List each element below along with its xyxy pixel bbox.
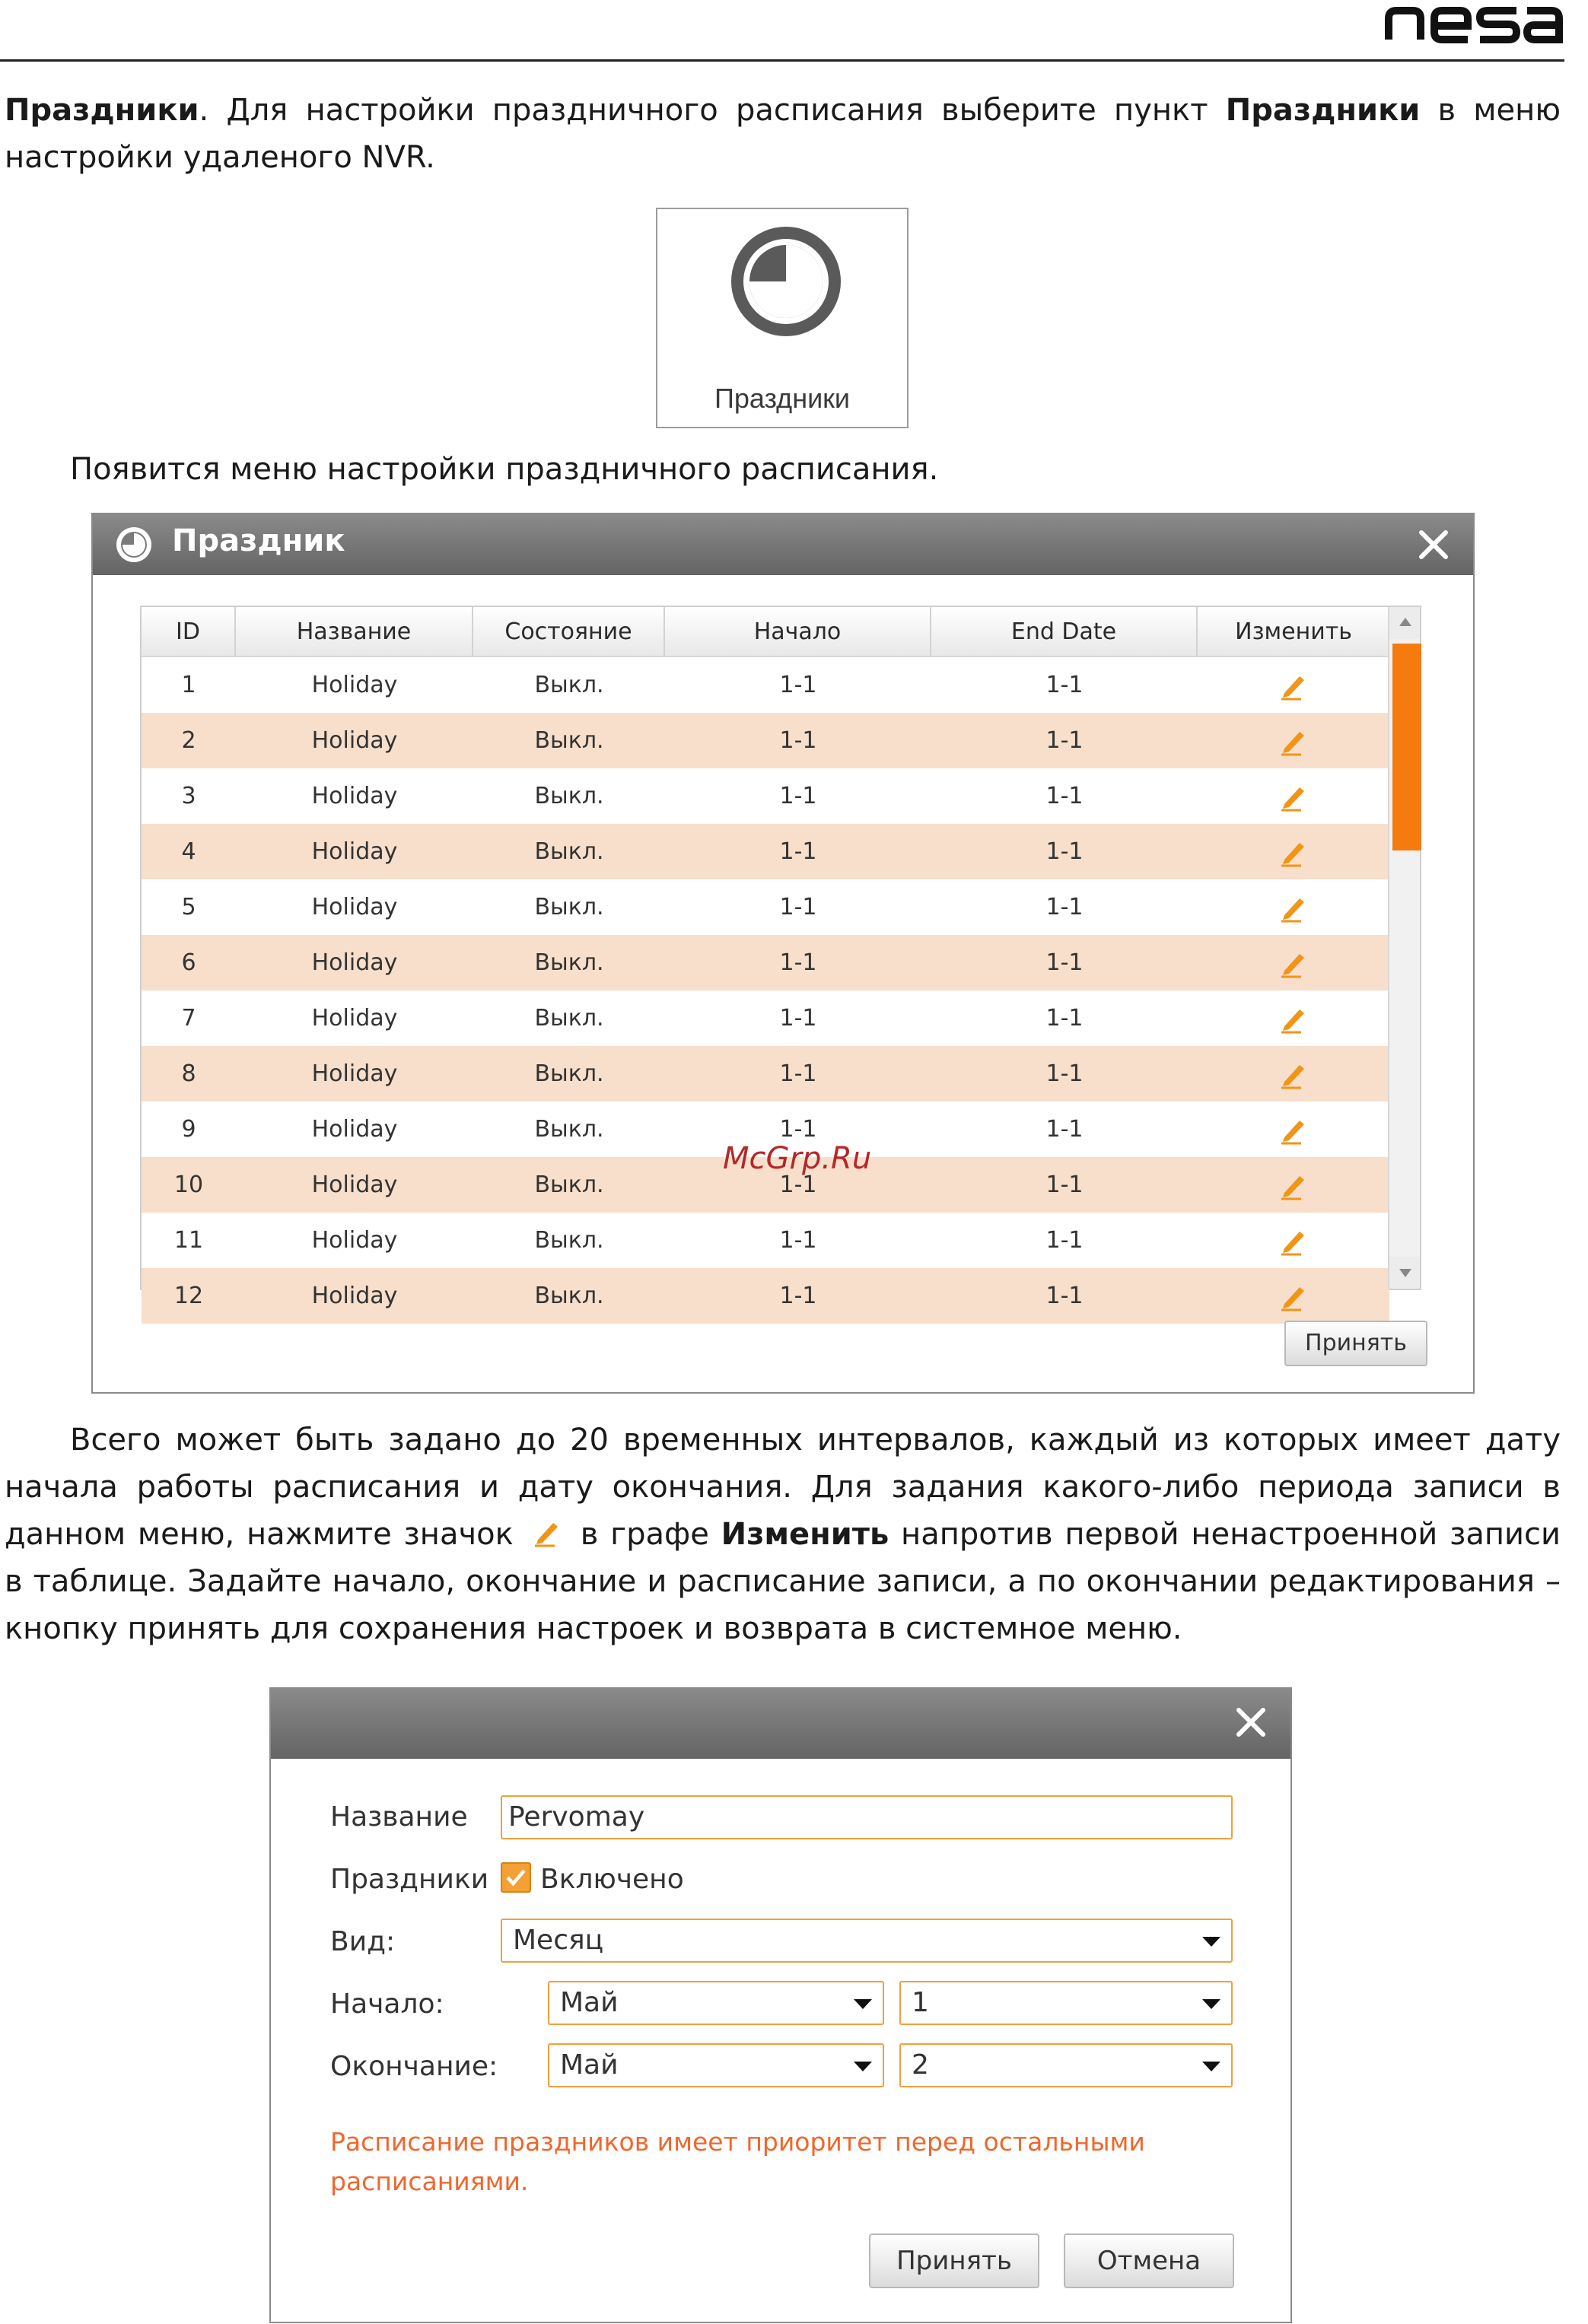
end-cell: 1-1 xyxy=(1045,1116,1084,1143)
start-cell: 1-1 xyxy=(779,783,817,809)
start-day-value: 1 xyxy=(912,1987,929,2018)
intro-text-c: в меню настройки удаленого NVR. xyxy=(5,93,1561,175)
name-cell: Holiday xyxy=(311,672,398,698)
edit-cell[interactable] xyxy=(1198,1213,1389,1268)
name-cell: Holiday xyxy=(311,1116,398,1143)
scroll-up-button[interactable] xyxy=(1389,607,1420,639)
header-divider xyxy=(0,59,1564,62)
start-cell: 1-1 xyxy=(779,1227,817,1254)
start-cell: 1-1 xyxy=(779,1172,817,1198)
pencil-icon[interactable] xyxy=(1278,892,1309,923)
state-cell: Выкл. xyxy=(534,727,604,754)
edit-cell[interactable] xyxy=(1198,768,1389,824)
edit-cell[interactable] xyxy=(1198,990,1389,1046)
start-cell: 1-1 xyxy=(779,838,817,865)
state-cell: Выкл. xyxy=(534,783,604,809)
end-cell: 1-1 xyxy=(1045,1060,1084,1087)
nesa-logo-icon xyxy=(1383,2,1565,47)
start-label: Начало: xyxy=(330,1989,444,2020)
chevron-down-icon xyxy=(1202,2062,1220,2071)
pencil-icon[interactable] xyxy=(1278,948,1309,978)
holidays-dialog xyxy=(91,513,1475,1394)
pencil-icon xyxy=(532,1517,562,1547)
id-cell: 3 xyxy=(181,783,196,809)
end-cell: 1-1 xyxy=(1045,1227,1084,1254)
table-row xyxy=(142,768,1389,824)
edit-cell[interactable] xyxy=(1198,824,1389,879)
menu-caption: Появится меню настройки праздничного расписания. xyxy=(70,452,939,487)
edit-dialog-titlebar xyxy=(271,1689,1290,1759)
start-cell: 1-1 xyxy=(779,894,817,920)
name-cell: Holiday xyxy=(311,783,398,809)
end-day-select[interactable] xyxy=(899,2043,1233,2087)
clock-icon xyxy=(116,526,152,563)
table-row xyxy=(142,657,1389,713)
name-cell: Holiday xyxy=(311,949,398,976)
table-body xyxy=(142,657,1389,1324)
start-cell: 1-1 xyxy=(779,1116,817,1143)
pencil-icon[interactable] xyxy=(1278,1170,1309,1200)
body-text-2: в графе xyxy=(580,1517,721,1552)
name-label: Название xyxy=(330,1801,468,1833)
column-header: Состояние xyxy=(473,607,665,657)
checkmark-icon xyxy=(502,1864,530,1891)
pencil-icon[interactable] xyxy=(1278,1281,1309,1311)
pencil-icon[interactable] xyxy=(1278,1114,1309,1145)
holidays-dialog-titlebar xyxy=(93,514,1473,575)
state-cell: Выкл. xyxy=(534,894,604,920)
intro-paragraph xyxy=(5,87,1561,181)
pencil-icon[interactable] xyxy=(1278,837,1309,867)
table-row xyxy=(142,990,1389,1046)
start-month-select[interactable] xyxy=(548,1981,884,2025)
name-cell: Holiday xyxy=(311,1283,398,1309)
arrow-up-icon xyxy=(1399,618,1411,626)
start-cell: 1-1 xyxy=(779,1283,817,1309)
name-input[interactable]: Pervomay xyxy=(501,1795,1233,1839)
table-row xyxy=(142,879,1389,935)
holidays-table xyxy=(140,606,1421,1309)
pencil-icon[interactable] xyxy=(1278,1226,1309,1256)
chevron-down-icon xyxy=(854,2062,872,2071)
edit-holiday-dialog xyxy=(269,1687,1292,2323)
chevron-down-icon xyxy=(854,1999,872,2009)
type-select[interactable] xyxy=(501,1919,1233,1963)
body-text-1: Всего может быть задано до 20 временных интервалов, каждый из которых имеет дату начала работы расписания и дату окончания. Для задания какого-либо периода записи в данном меню, нажмите значок xyxy=(5,1423,1561,1552)
end-cell: 1-1 xyxy=(1045,1172,1084,1198)
id-cell: 1 xyxy=(181,672,196,698)
end-cell: 1-1 xyxy=(1045,727,1084,754)
column-header: Название xyxy=(236,607,473,657)
pencil-icon[interactable] xyxy=(1278,670,1309,701)
accept-button[interactable]: Принять xyxy=(869,2233,1039,2288)
end-cell: 1-1 xyxy=(1045,783,1084,809)
name-cell: Holiday xyxy=(311,1227,398,1254)
column-header: ID xyxy=(142,607,236,657)
end-cell: 1-1 xyxy=(1045,949,1084,976)
priority-warning: Расписание праздников имеет приоритет перед остальными расписаниями. xyxy=(330,2127,1145,2196)
end-day-value: 2 xyxy=(912,2049,929,2081)
holidays-dialog-title: Праздник xyxy=(172,523,345,558)
name-cell: Holiday xyxy=(311,838,398,865)
edit-cell[interactable] xyxy=(1198,1046,1389,1102)
chevron-down-icon xyxy=(1202,1937,1220,1947)
edit-cell[interactable] xyxy=(1198,1102,1389,1157)
id-cell: 7 xyxy=(181,1005,196,1032)
start-cell: 1-1 xyxy=(779,727,817,754)
id-cell: 2 xyxy=(181,727,196,754)
clock-icon xyxy=(729,224,843,339)
state-cell: Выкл. xyxy=(534,949,604,976)
holiday-label: Праздники xyxy=(330,1864,489,1895)
table-header xyxy=(142,607,1389,657)
column-header: Начало xyxy=(665,607,931,657)
column-header: Изменить xyxy=(1235,618,1352,645)
end-cell: 1-1 xyxy=(1045,1283,1084,1309)
start-day-select[interactable] xyxy=(899,1981,1233,2025)
pencil-icon[interactable] xyxy=(1278,1003,1309,1034)
end-cell: 1-1 xyxy=(1045,672,1084,698)
table-row xyxy=(142,1268,1389,1324)
name-cell: Holiday xyxy=(311,1005,398,1032)
body-text-bold: Изменить xyxy=(721,1517,889,1552)
edit-cell[interactable] xyxy=(1198,935,1389,990)
edit-cell[interactable] xyxy=(1198,1268,1389,1324)
arrow-down-icon xyxy=(1399,1269,1411,1277)
holidays-menu-button[interactable] xyxy=(656,208,909,428)
start-cell: 1-1 xyxy=(779,1005,817,1032)
end-month-select[interactable] xyxy=(548,2043,884,2087)
state-cell: Выкл. xyxy=(534,672,604,698)
edit-cell[interactable] xyxy=(1198,879,1389,935)
table-row xyxy=(142,1213,1389,1268)
state-cell: Выкл. xyxy=(534,1005,604,1032)
state-cell: Выкл. xyxy=(534,1060,604,1087)
cancel-button[interactable]: Отмена xyxy=(1064,2233,1234,2288)
type-select-value: Месяц xyxy=(513,1925,604,1956)
scroll-down-button[interactable] xyxy=(1389,1257,1420,1289)
scroll-thumb[interactable] xyxy=(1392,644,1421,850)
start-month-value: Май xyxy=(560,1987,619,2018)
enabled-label: Включено xyxy=(540,1864,684,1895)
close-icon[interactable] xyxy=(1417,528,1450,561)
state-cell: Выкл. xyxy=(534,1283,604,1309)
table-row xyxy=(142,935,1389,990)
name-cell: Holiday xyxy=(311,1172,398,1198)
name-cell: Holiday xyxy=(311,727,398,754)
id-cell: 5 xyxy=(181,894,196,920)
name-cell: Holiday xyxy=(311,894,398,920)
start-cell: 1-1 xyxy=(779,672,817,698)
pencil-icon[interactable] xyxy=(1278,781,1309,812)
id-cell: 10 xyxy=(173,1172,204,1198)
end-label: Окончание: xyxy=(330,2051,498,2082)
intro-bold-b: Праздники xyxy=(1225,93,1421,128)
id-cell: 12 xyxy=(173,1283,204,1309)
type-label: Вид: xyxy=(330,1926,396,1957)
state-cell: Выкл. xyxy=(534,1172,604,1198)
intro-text-a: . Для настройки праздничного расписания выберите пункт xyxy=(199,93,1226,128)
end-cell: 1-1 xyxy=(1045,1005,1084,1032)
table-scrollbar[interactable] xyxy=(1388,607,1420,1289)
intro-lead-bold: Праздники xyxy=(5,93,199,128)
end-cell: 1-1 xyxy=(1045,838,1084,865)
edit-cell[interactable] xyxy=(1198,657,1389,713)
table-row xyxy=(142,713,1389,768)
id-cell: 9 xyxy=(181,1116,196,1143)
close-icon[interactable] xyxy=(1234,1706,1268,1739)
column-header: End Date xyxy=(931,607,1198,657)
edit-cell[interactable] xyxy=(1198,1157,1389,1213)
brand-logo xyxy=(1383,2,1565,47)
body-paragraph xyxy=(5,1416,1561,1652)
table-row xyxy=(142,824,1389,879)
watermark: McGrp.Ru xyxy=(723,1141,872,1176)
end-month-value: Май xyxy=(560,2049,619,2081)
chevron-down-icon xyxy=(1202,1999,1220,2009)
accept-button[interactable]: Принять xyxy=(1284,1321,1427,1366)
id-cell: 4 xyxy=(181,838,196,865)
name-cell: Holiday xyxy=(311,1060,398,1087)
pencil-icon[interactable] xyxy=(1278,1059,1309,1089)
id-cell: 11 xyxy=(173,1227,204,1254)
start-cell: 1-1 xyxy=(779,949,817,976)
table-row xyxy=(142,1046,1389,1102)
id-cell: 6 xyxy=(181,949,196,976)
state-cell: Выкл. xyxy=(534,1227,604,1254)
body-text-3: напротив первой ненастроенной записи в таблице. Задайте начало, окончание и расписание записи, а по окончании редактирования – кнопку принять для сохранения настроек и возврата в системное меню. xyxy=(5,1517,1561,1646)
state-cell: Выкл. xyxy=(534,1116,604,1143)
state-cell: Выкл. xyxy=(534,838,604,865)
holidays-menu-label: Праздники xyxy=(714,383,851,414)
end-cell: 1-1 xyxy=(1045,894,1084,920)
id-cell: 8 xyxy=(181,1060,196,1087)
edit-cell[interactable] xyxy=(1198,713,1389,768)
start-cell: 1-1 xyxy=(779,1060,817,1087)
pencil-icon[interactable] xyxy=(1278,726,1309,756)
enabled-checkbox[interactable] xyxy=(501,1862,531,1893)
